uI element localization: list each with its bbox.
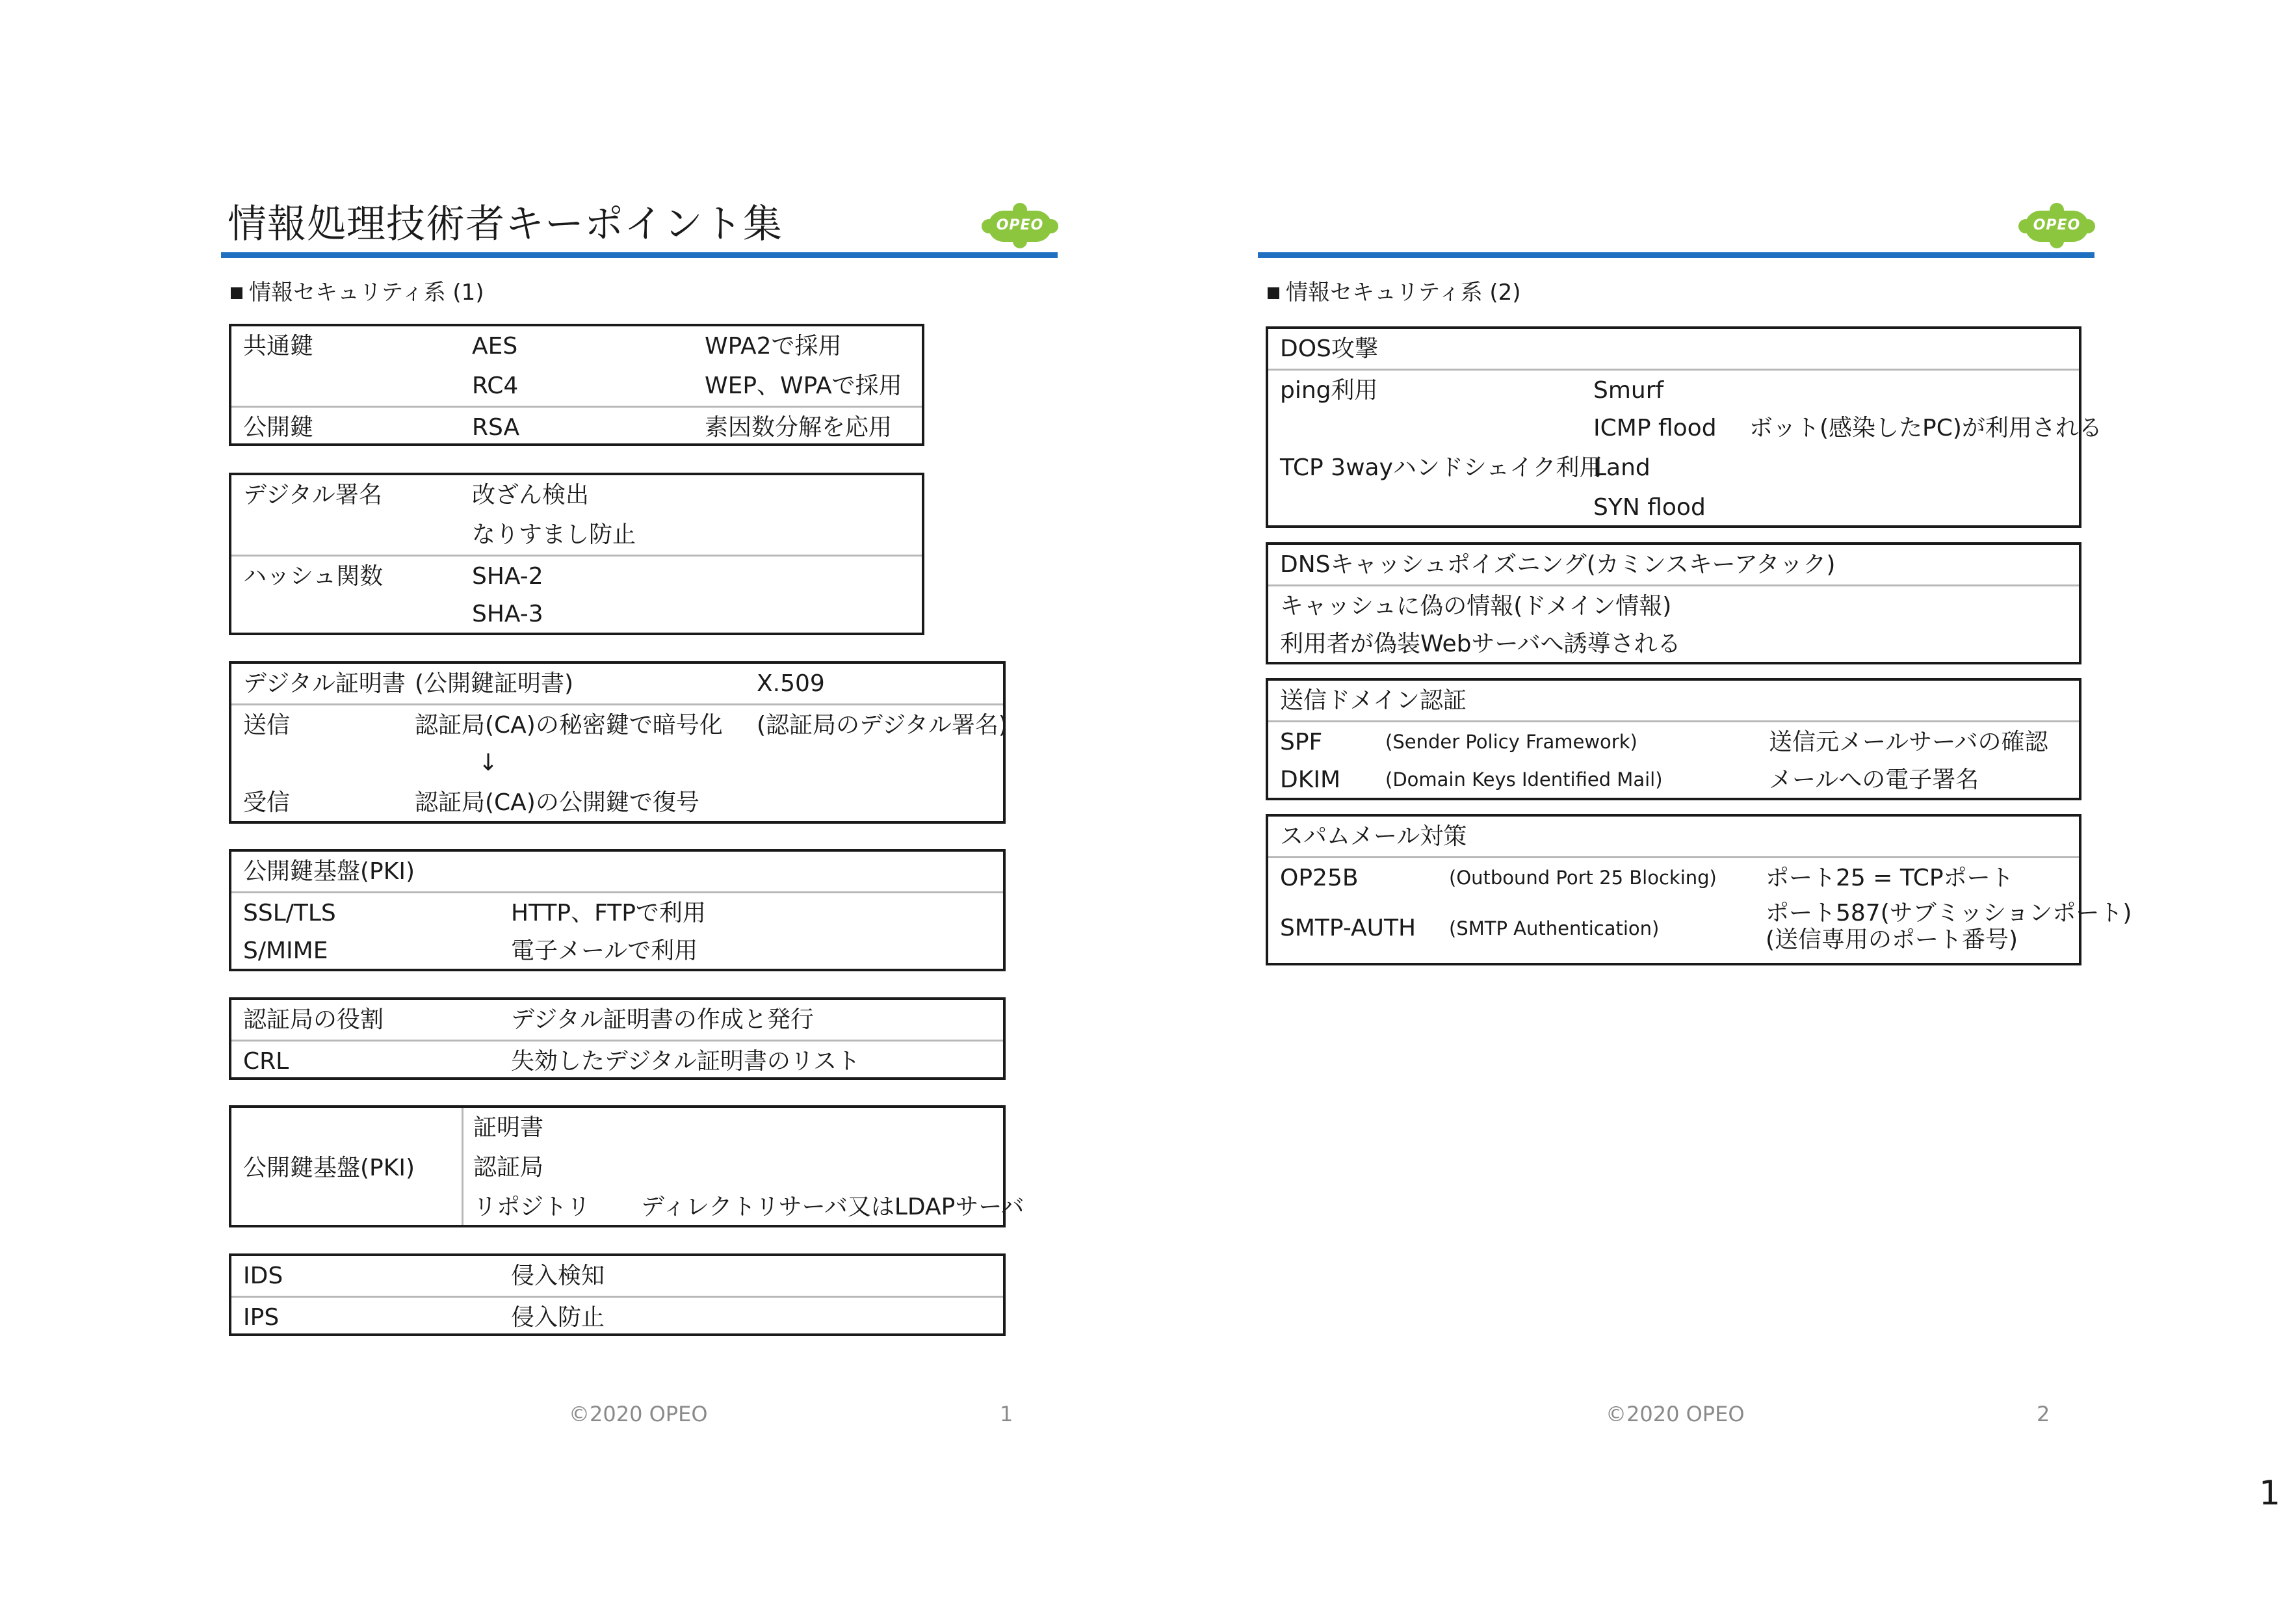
table-header: スパムメール対策 xyxy=(1280,823,1467,850)
title-rule xyxy=(221,252,1058,258)
table-header-row xyxy=(1268,817,2079,856)
section-heading xyxy=(1268,278,1521,307)
table-row xyxy=(1268,584,2079,624)
square-bullet-icon xyxy=(1268,287,1279,299)
section-heading xyxy=(231,278,484,307)
cell: (Domain Keys Identified Mail) xyxy=(1385,768,1663,791)
cell: SMTP-AUTH xyxy=(1280,915,1416,941)
cell: 電子メールで利用 xyxy=(511,938,698,964)
cell: (公開鍵証明書) xyxy=(415,670,574,697)
cell: ping利用 xyxy=(1280,377,1378,404)
table-row xyxy=(1268,760,2079,800)
cell: なりすまし防止 xyxy=(472,521,636,548)
cell: 証明書 xyxy=(473,1114,544,1141)
cell: 認証局(CA)の秘密鍵で暗号化 xyxy=(415,712,723,739)
sheet-number: 1 xyxy=(2259,1474,2281,1513)
cell: (Sender Policy Framework) xyxy=(1385,731,1637,753)
sender-domain-auth-table xyxy=(1266,678,2081,800)
down-arrow-icon: ↓ xyxy=(478,750,499,776)
digital-certificate-table xyxy=(229,661,1006,824)
page-number: 2 xyxy=(2037,1402,2050,1426)
page-number: 1 xyxy=(1000,1402,1013,1426)
cell: ICMP flood xyxy=(1593,415,1717,441)
cell: メールへの電子署名 xyxy=(1769,767,1979,793)
cell: Land xyxy=(1593,454,1650,481)
cell: 認証局の役割 xyxy=(243,1006,384,1033)
cell: CRL xyxy=(243,1048,289,1075)
cell: 公開鍵 xyxy=(243,414,314,441)
ca-role-table xyxy=(229,997,1006,1080)
table-row xyxy=(1268,856,2079,896)
cell: DKIM xyxy=(1280,767,1341,793)
cell: 受信 xyxy=(243,789,291,816)
table-row xyxy=(231,475,922,515)
cell: 認証局(CA)の公開鍵で復号 xyxy=(415,789,699,816)
table-row xyxy=(231,326,922,366)
table-row xyxy=(231,594,922,634)
cell: IPS xyxy=(243,1304,280,1331)
cell: デジタル証明書 xyxy=(243,670,406,697)
cell: OP25B xyxy=(1280,865,1359,891)
cell: RC4 xyxy=(472,373,519,399)
cell: X.509 xyxy=(757,670,825,697)
table-header-row xyxy=(1268,681,2079,720)
cell: キャッシュに偽の情報(ドメイン情報) xyxy=(1280,593,1672,620)
table-row xyxy=(231,703,1008,743)
table-row xyxy=(1268,896,2132,961)
copyright-footer: ©2020 OPEO xyxy=(1606,1402,1745,1426)
pki-components-table xyxy=(229,1105,1024,1227)
table-row xyxy=(231,1296,1003,1335)
opeo-logo xyxy=(982,203,1058,248)
table-row xyxy=(231,1040,1003,1079)
slide-1 xyxy=(221,0,1066,1495)
table-row xyxy=(231,1256,1003,1296)
signature-hash-table xyxy=(229,473,924,635)
table-row xyxy=(231,1000,1003,1040)
cell: デジタル証明書の作成と発行 xyxy=(511,1006,814,1033)
ids-ips-table xyxy=(229,1253,1006,1336)
cell: ディレクトリサーバ又はLDAPサーバ xyxy=(641,1194,1024,1220)
cell: リポジトリ xyxy=(473,1194,591,1220)
encryption-key-table xyxy=(229,324,924,446)
cell: 侵入防止 xyxy=(511,1304,605,1331)
cell: WPA2で採用 xyxy=(705,333,842,360)
cell: (SMTP Authentication) xyxy=(1449,917,1660,939)
cell: 公開鍵基盤(PKI) xyxy=(243,1155,415,1181)
cell: SPF xyxy=(1280,729,1323,755)
cell: 侵入検知 xyxy=(511,1263,605,1289)
table-row xyxy=(1268,488,2079,527)
table-header-row xyxy=(1268,329,2079,369)
cell: WEP、WPAで採用 xyxy=(705,373,902,399)
cell: 失効したデジタル証明書のリスト xyxy=(511,1048,861,1075)
copyright-footer: ©2020 OPEO xyxy=(569,1402,708,1426)
title-rule xyxy=(1258,252,2094,258)
cell: SHA-2 xyxy=(472,563,543,590)
cell: Smurf xyxy=(1593,377,1664,404)
section-heading-text: 情報セキュリティ系 (1) xyxy=(249,280,484,306)
slide-2 xyxy=(1258,0,2132,1495)
cell: ポート25 = TCPポート xyxy=(1766,865,2014,891)
logo-text: OPEO xyxy=(996,217,1044,233)
table-header-row xyxy=(231,852,1003,891)
dns-poisoning-table xyxy=(1266,542,2081,664)
cell: ポート587(サブミッションポート) xyxy=(1766,900,2132,926)
cell: 素因数分解を応用 xyxy=(705,414,893,441)
cell: 送信 xyxy=(243,712,291,739)
opeo-logo xyxy=(2018,203,2095,248)
cell: ハッシュ関数 xyxy=(243,563,384,590)
cell: RSA xyxy=(472,414,520,441)
table-row xyxy=(231,515,922,555)
table-row xyxy=(231,743,1003,783)
cell: S/MIME xyxy=(243,938,328,964)
cell: 送信元メールサーバの確認 xyxy=(1769,729,2048,755)
cell: 利用者が偽装Webサーバへ誘導される xyxy=(1280,631,1681,657)
cell: SYN flood xyxy=(1593,494,1706,521)
spam-countermeasure-table xyxy=(1266,814,2132,965)
cell: 改ざん検出 xyxy=(472,482,590,508)
table-row xyxy=(231,366,922,406)
table-row xyxy=(231,891,1003,931)
cell: (Outbound Port 25 Blocking) xyxy=(1449,867,1717,889)
table-row xyxy=(1268,448,2079,488)
table-row xyxy=(231,406,922,445)
page-title: 情報処理技術者キーポイント集 xyxy=(228,202,783,247)
cell: (送信専用のポート番号) xyxy=(1766,926,2018,953)
table-row xyxy=(231,664,1003,703)
column-divider xyxy=(462,1108,463,1225)
cell: HTTP、FTPで利用 xyxy=(511,900,706,926)
cell: TCP 3wayハンドシェイク利用 xyxy=(1280,454,1603,481)
cell: IDS xyxy=(243,1263,283,1289)
cell: SSL/TLS xyxy=(243,900,336,926)
table-header: 送信ドメイン認証 xyxy=(1280,687,1467,714)
table-row xyxy=(1268,720,2079,760)
cell: ボット(感染したPC)が利用される xyxy=(1749,415,2102,441)
table-header: DNSキャッシュポイズニング(カミンスキーアタック) xyxy=(1280,551,1836,578)
table-header: DOS攻撃 xyxy=(1280,335,1378,362)
table-row xyxy=(1268,369,2079,408)
table-header-row xyxy=(1268,545,2079,584)
cell: AES xyxy=(472,333,518,360)
section-heading-text: 情報セキュリティ系 (2) xyxy=(1286,280,1521,306)
logo-text: OPEO xyxy=(2033,217,2081,233)
dos-attack-table xyxy=(1266,326,2102,528)
cell: 共通鍵 xyxy=(243,333,314,360)
table-row xyxy=(1268,624,2079,664)
table-row xyxy=(231,783,1003,822)
cell: (認証局のデジタル署名) xyxy=(757,712,1008,739)
cell: デジタル署名 xyxy=(243,482,382,508)
table-row xyxy=(231,555,922,594)
cell: SHA-3 xyxy=(472,601,543,627)
table-row xyxy=(231,931,1003,971)
table-header: 公開鍵基盤(PKI) xyxy=(243,858,415,885)
cell: 認証局 xyxy=(473,1154,544,1181)
table-row xyxy=(1268,408,2102,448)
pki-protocols-table xyxy=(229,849,1006,971)
square-bullet-icon xyxy=(231,287,242,299)
